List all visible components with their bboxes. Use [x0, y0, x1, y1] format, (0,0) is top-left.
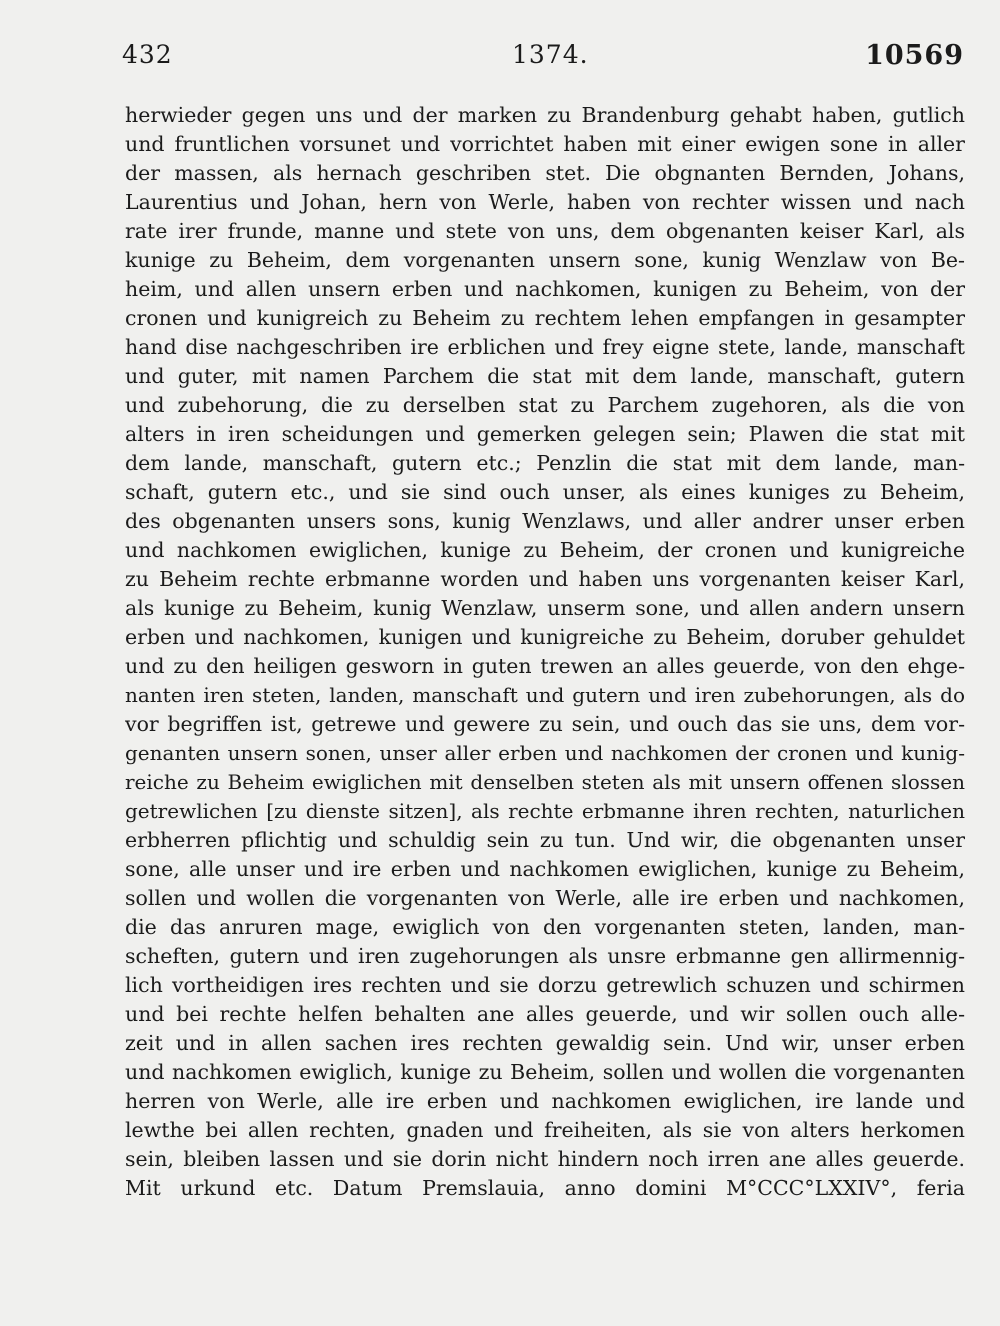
text-line: und nachkomen ewiglich, kunige zu Beheim, sollen und wollen die vorgenanten: [125, 1060, 965, 1084]
text-line: rate irer frunde, manne und stete von uns, dem obgenanten keiser Karl, als: [125, 219, 965, 243]
text-line: als kunige zu Beheim, kunig Wenzlaw, unserm sone, und allen andern unsern: [125, 596, 965, 620]
text-line: des obgenanten unsers sons, kunig Wenzlaws, und aller andrer unser erben: [125, 509, 965, 533]
text-line: lich vortheidigen ires rechten und sie dorzu getrewlich schuzen und schirmen: [125, 973, 965, 997]
text-line: und zubehorung, die zu derselben stat zu Parchem zugehoren, als die von: [125, 393, 965, 417]
text-line: zeit und in allen sachen ires rechten gewaldig sein. Und wir, unser erben: [125, 1031, 965, 1055]
text-line: sone, alle unser und ire erben und nachkomen ewiglichen, kunige zu Beheim,: [125, 857, 965, 881]
text-line: getrewlichen [zu dienste sitzen], als rechte erbmanne ihren rechten, naturlichen: [125, 799, 965, 823]
body-text: [125, 101, 965, 1203]
year-heading: 1374.: [512, 40, 589, 69]
text-line: lewthe bei allen rechten, gnaden und freiheiten, als sie von alters herkomen: [125, 1118, 965, 1142]
text-line: dem lande, manschaft, gutern etc.; Penzlin die stat mit dem lande, man-: [125, 451, 965, 475]
text-line: der massen, als hernach geschriben stet. Die obgnanten Bernden, Johans,: [125, 161, 965, 185]
text-line: die das anruren mage, ewiglich von den vorgenanten steten, landen, man-: [125, 915, 965, 939]
text-line: scheften, gutern und iren zugehorungen als unsre erbmanne gen allirmennig-: [125, 944, 965, 968]
text-line: und zu den heiligen gesworn in guten trewen an alles geuerde, von den ehge-: [125, 654, 965, 678]
text-line: und fruntlichen vorsunet und vorrichtet haben mit einer ewigen sone in aller: [125, 132, 965, 156]
text-line: sein, bleiben lassen und sie dorin nicht hindern noch irren ane alles geuerde.: [125, 1147, 965, 1171]
text-line: nanten iren steten, landen, manschaft und gutern und iren zubehorungen, als do: [125, 683, 965, 707]
text-line: erbherren pflichtig und schuldig sein zu tun. Und wir, die obgenanten unser: [125, 828, 965, 852]
page-number: 432: [122, 40, 173, 69]
text-line: genanten unsern sonen, unser aller erben und nachkomen der cronen und kunig-: [125, 741, 965, 765]
text-line: erben und nachkomen, kunigen und kunigreiche zu Beheim, doruber gehuldet: [125, 625, 965, 649]
text-line: herren von Werle, alle ire erben und nachkomen ewiglichen, ire lande und: [125, 1089, 965, 1113]
text-line: kunige zu Beheim, dem vorgenanten unsern sone, kunig Wenzlaw von Be-: [125, 248, 965, 272]
text-line: sollen und wollen die vorgenanten von Werle, alle ire erben und nachkomen,: [125, 886, 965, 910]
text-line: Mit urkund etc. Datum Premslauia, anno domini M°CCC°LXXIV°, feria: [125, 1176, 965, 1200]
text-line: hand dise nachgeschriben ire erblichen und frey eigne stete, lande, manschaft: [125, 335, 965, 359]
text-line: reiche zu Beheim ewiglichen mit denselben steten als mit unsern offenen slossen: [125, 770, 965, 794]
text-line: heim, und allen unsern erben und nachkomen, kunigen zu Beheim, von der: [125, 277, 965, 301]
document-number: 10569: [865, 40, 964, 71]
text-line: schaft, gutern etc., und sie sind ouch unser, als eines kuniges zu Beheim,: [125, 480, 965, 504]
text-line: Laurentius und Johan, hern von Werle, haben von rechter wissen und nach: [125, 190, 965, 214]
text-line: und nachkomen ewiglichen, kunige zu Beheim, der cronen und kunigreiche: [125, 538, 965, 562]
text-line: vor begriffen ist, getrewe und gewere zu sein, und ouch das sie uns, dem vor-: [125, 712, 965, 736]
page-header: [122, 40, 964, 80]
text-line: herwieder gegen uns und der marken zu Brandenburg gehabt haben, gutlich: [125, 103, 965, 127]
text-line: und bei rechte helfen behalten ane alles geuerde, und wir sollen ouch alle-: [125, 1002, 965, 1026]
text-line: und guter, mit namen Parchem die stat mit dem lande, manschaft, gutern: [125, 364, 965, 388]
text-line: cronen und kunigreich zu Beheim zu rechtem lehen empfangen in gesampter: [125, 306, 965, 330]
text-line: alters in iren scheidungen und gemerken gelegen sein; Plawen die stat mit: [125, 422, 965, 446]
text-line: zu Beheim rechte erbmanne worden und haben uns vorgenanten keiser Karl,: [125, 567, 965, 591]
